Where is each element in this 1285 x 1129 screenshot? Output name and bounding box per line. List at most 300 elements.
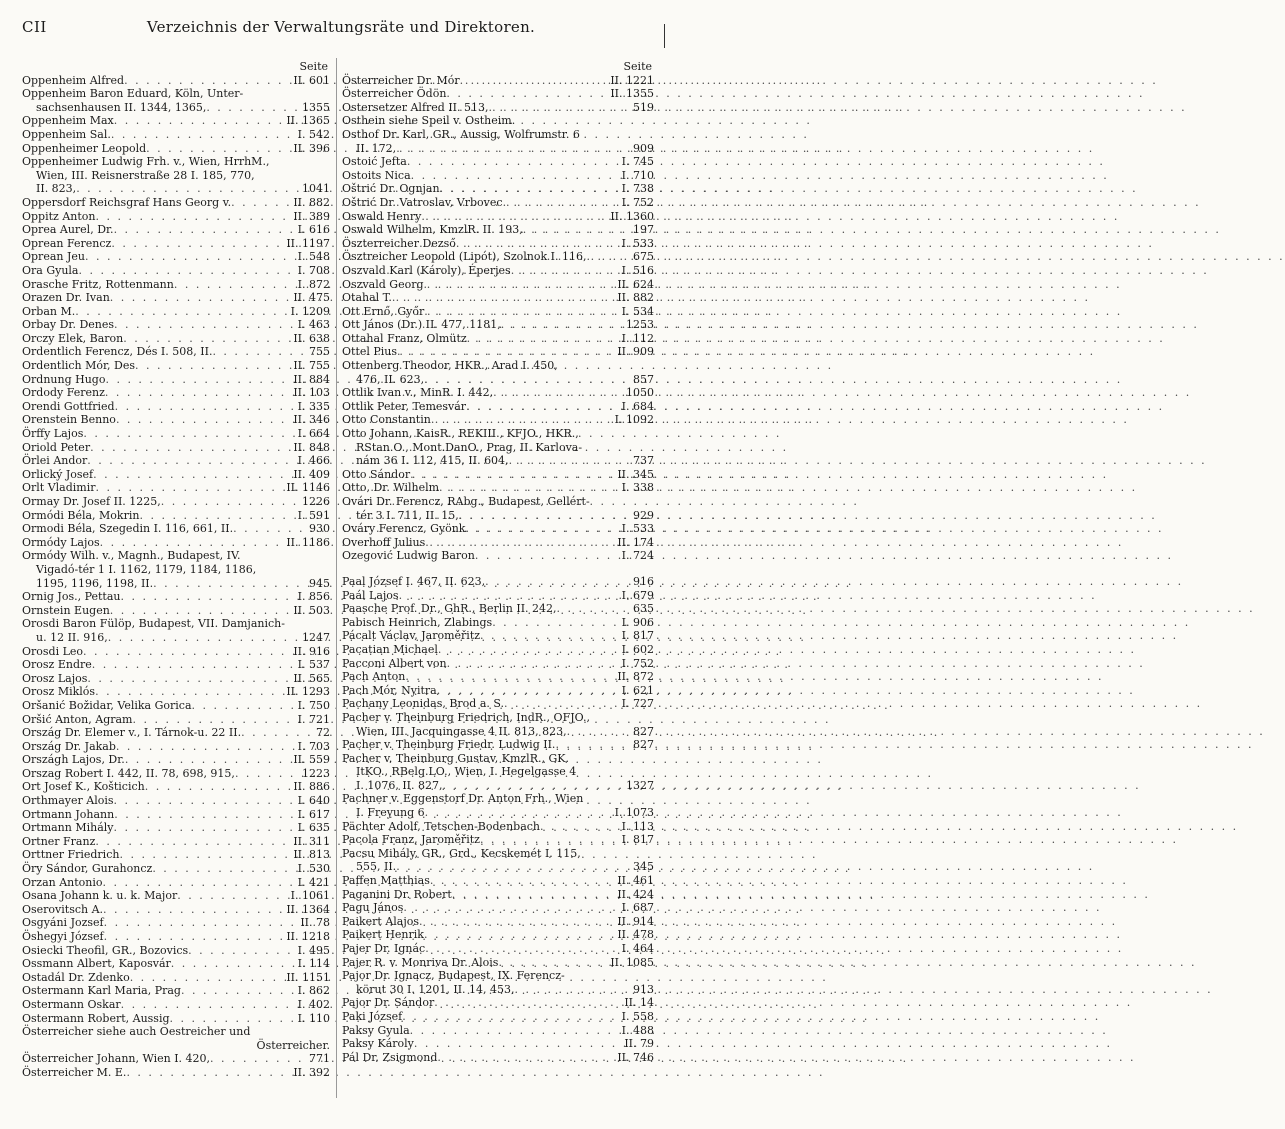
entry-line [22,767,330,781]
leader-dots [145,780,292,794]
page-reference: 737 [633,454,654,468]
column-divider [336,58,337,1098]
index-entry [342,549,654,563]
entry-line [342,697,654,711]
page-reference: II. 601 [293,73,330,87]
entry-line: Pachner v. Eggenstorf Dr. Anton Frh., Wien [342,792,584,806]
page-reference: 929 [633,508,654,522]
index-entry [342,602,654,616]
index-entry [22,916,330,930]
page-reference: I. 710 [621,168,654,182]
entry-line [342,332,654,346]
index-entry [22,740,330,754]
leader-dots [130,971,285,985]
page-reference: II. 78 [300,916,330,930]
entry-line [342,305,654,319]
entry-name: Pajer Dr. Ignác [342,942,426,955]
page-reference: I. 727 [621,697,654,711]
entry-name: Paikert Alajos [342,914,420,928]
page-reference: I. 533 [621,236,654,250]
leader-dots [235,767,300,781]
entry-name: Ostersetzer Alfred II. 513, [342,100,489,114]
entry-name: Orazen Dr. Ivan [22,291,110,305]
index-entry [22,876,330,890]
page-reference: I. 872 [297,277,330,291]
leader-dots [93,468,291,482]
entry-name: Ottlik Ivan v., MinR. I. 442, [342,386,494,400]
entry-line [22,930,330,944]
index-entry [22,400,330,414]
index-entry [342,874,654,888]
index-entry [342,278,654,292]
leader-dots [110,604,292,618]
entry-line [342,400,654,414]
leader-dots [90,441,291,455]
entry-name: Ormódi Béla, Mokrin [22,508,140,522]
entry-name: Paal József I. 467, II. 623, [342,574,486,588]
page-reference: II. 755 [293,359,330,373]
leader-dots [114,808,295,822]
page-reference: I. 602 [621,642,654,656]
page-reference: I. 1061 [290,889,330,903]
entry-name: u. 12 II. 916, [36,630,108,644]
entry-name: Paki József [342,1009,403,1023]
leader-dots [475,549,620,563]
entry-line: Pacsu Mihály, GR., Grd., Kecskemét I. 115, [342,846,581,860]
page-reference: II. 392 [293,1065,330,1079]
index-entry [22,373,330,387]
entry-name: Paikert Henrik [342,928,424,942]
page-reference: I. 862 [297,984,330,998]
leader-dots [206,101,300,115]
entry-name: Ortmann Johann [22,807,115,821]
page-reference: I. 530 [297,862,330,876]
entry-line [22,345,330,359]
leader-dots [139,509,295,523]
index-entry [22,658,330,672]
leader-dots [241,726,314,740]
index-entry [22,1012,330,1026]
index-entry [342,670,654,684]
index-entry [342,74,654,88]
entry-line [22,876,330,890]
leader-dots [79,264,296,278]
leader-dots [465,522,619,536]
entry-name: Ottlik Peter, Temesvár [342,399,467,413]
leader-dots [181,984,296,998]
index-entry [22,713,330,727]
page-reference: I. 724 [621,549,654,563]
entry-line [342,468,654,482]
index-entry [22,223,330,237]
page-reference: 1327 [626,778,654,792]
index-entry [22,930,330,944]
entry-name: Oriold Peter [22,440,91,454]
index-entry [22,944,330,958]
entry-line [22,427,330,441]
leader-dots [121,998,296,1012]
leader-dots [399,589,620,603]
leader-dots [188,944,296,958]
leader-dots [132,713,295,727]
leader-dots [411,169,620,183]
leader-dots [443,779,624,793]
leader-dots [434,996,622,1010]
entry-name: Ostoits Nica [342,168,411,182]
entry-line [342,915,654,929]
entry-line [342,101,654,115]
entry-line [22,182,330,196]
index-entry [22,128,330,142]
page-reference: I. 534 [621,304,654,318]
entry-name: Orosdi Leo [22,644,84,658]
entry-line: Osthein siehe Speil v. Ostheim. [342,114,516,128]
index-entry [342,643,654,657]
leader-dots [115,400,296,414]
entry-line [342,210,654,224]
entry-line [342,643,654,657]
page-reference: 755 [309,345,330,359]
entry-line: Vigadó-tér 1 I. 1162, 1179, 1184, 1186, [36,562,257,576]
index-entry [342,386,654,400]
entry-name: Orendi Gottfried [22,399,115,413]
entry-name: Orttner Friedrich [22,848,120,862]
entry-name: Ott Ernő, Győr [342,304,425,318]
entry-line [22,441,330,455]
leader-dots [419,915,615,929]
entry-line [342,956,654,970]
page-reference: 945 [309,576,330,590]
entry-name: 1195, 1196, 1198, II. [36,576,154,590]
leader-dots [124,74,291,88]
entry-line [22,848,330,862]
leader-dots [111,128,296,142]
index-entry [342,400,654,414]
index-entry [22,386,330,400]
entry-name: Öszterreicher Dezső [342,236,456,250]
leader-dots [95,685,284,699]
entry-line [22,305,330,319]
leader-dots [498,956,608,970]
index-entry [22,114,330,128]
entry-line: Oppenheim Baron Eduard, Köln, Unter- [22,87,244,101]
index-entry [342,291,654,305]
page-reference: II. 882 [617,291,654,305]
index-entry [22,481,330,495]
leader-dots [511,264,620,278]
page-reference: 675 [633,250,654,264]
entry-line [22,237,330,251]
page-reference: I. 533 [621,522,654,536]
leader-dots [492,616,619,630]
index-entry [22,862,330,876]
entry-line [22,889,330,903]
index-entry [342,928,654,942]
leader-dots [120,590,295,604]
leader-dots [177,889,288,903]
entry-name: Otahal T. [342,291,392,305]
entry-line [342,779,654,793]
index-entry [22,87,330,114]
page-reference: II. 565 [293,671,330,685]
entry-name: Paganini Dr. Robert [342,887,452,901]
page-reference: I. 466 [297,454,330,468]
entry-line [342,874,654,888]
page-reference: 857 [633,372,654,386]
leader-dots [425,942,619,956]
entry-name: Oswald Henry [342,209,422,223]
entry-line [342,996,654,1010]
entry-name: Oprean Ferencz [22,236,112,250]
entry-line [22,318,330,332]
page-reference: 197 [633,223,654,237]
index-entry [342,956,654,970]
leader-dots [114,114,285,128]
page-reference: I. 906 [621,615,654,629]
leader-dots [392,291,615,305]
index-entry [22,1066,330,1080]
entry-name: Orosz Endre [22,658,92,672]
page-reference: 1226 [302,495,330,508]
entry-line [342,670,654,684]
entry-name: Ortner Franz [22,834,96,848]
page-reference: II. 638 [293,331,330,345]
entry-name: nám 36 I. 112, 415, II. 604, [356,454,509,468]
leader-dots [96,210,292,224]
entry-name: Orzan Antonio [22,875,103,889]
leader-dots [587,250,632,264]
leader-dots [153,577,307,591]
index-entry [22,522,330,536]
index-entry [342,915,654,929]
entry-name: Overhoff Julius [342,535,426,549]
entry-line: Wien, III. Reisnerstraße 28 I. 185, 770, [36,168,255,182]
entry-line [22,413,330,427]
page-reference: II. 409 [293,467,330,481]
page-reference: I. 548 [297,250,330,264]
entry-name: Ordody Ferenz [22,386,105,400]
index-entry [342,1037,654,1051]
entry-name: Orosz Lajos [22,671,88,685]
index-entry [22,291,330,305]
page-reference: I. 402 [297,997,330,1011]
entry-name: körut 30 I. 1201, II. 14, 453, [356,982,515,996]
entry-line [342,549,654,563]
page-reference: I. 1209 [290,304,330,318]
leader-dots [410,1024,620,1038]
index-entry [22,794,330,808]
entry-name: Pál Dr. Zsigmond [342,1050,438,1064]
leader-dots [407,155,620,169]
page-reference: II. 396 [293,141,330,155]
page-reference: I. 488 [621,1023,654,1037]
entry-name: Otto, Dr. Wilhelm [342,481,440,495]
entry-line [22,685,330,699]
entry-name: Orasche Fritz, Rottenmann [22,277,174,291]
entry-name: tér 3 I. 711, II. 15, [356,508,459,522]
entry-line [22,1066,330,1080]
entry-line [342,833,654,847]
entry-line [22,509,330,523]
page-reference: II. 503 [293,603,330,617]
leader-dots [87,672,291,686]
entry-name: Öry Sándor, Gurahoncz [22,862,153,876]
entry-name: Öshegyi József [22,930,104,943]
index-entry [22,549,330,590]
page-reference: I. 114 [297,957,330,971]
index-entry [22,332,330,346]
entry-line [22,753,330,767]
leader-dots [504,697,620,711]
page-reference: I. 750 [297,698,330,712]
page-header [0,18,682,40]
entry-name: Örlei Andor [22,454,88,468]
page-reference: I. 591 [297,508,330,522]
page-reference: I. 752 [621,195,654,209]
entry-line [22,971,330,985]
entry-name: Oppenheimer Leopold [22,141,147,155]
index-entry [22,250,330,264]
entry-line: Otto Johann, KaisR., REKIII., KFJO., HKR., [342,427,579,441]
entry-line [342,373,654,387]
entry-line [342,87,654,101]
entry-line [342,942,654,956]
leader-dots [83,427,295,441]
index-entry [342,711,654,738]
entry-name: Ormódy Lajos [22,535,100,549]
entry-line [22,142,330,156]
entry-name: Oppenheim Sal. [22,127,111,141]
entry-name: Oštrić Dr. Vatroslav, Vrbovec [342,195,503,209]
leader-dots [509,454,631,468]
leader-dots [452,888,616,902]
leader-dots [456,237,620,251]
leader-dots [233,522,307,536]
page-reference: 1355 [302,100,330,114]
entry-line [22,577,330,591]
entry-name: Otto Constantin [342,413,431,427]
page-reference: II. 1293 [286,685,330,699]
entry-line [342,888,654,902]
entry-name: Orczy Elek, Baron [22,331,124,345]
entry-name: Ostermann Robert, Aussig [22,1011,170,1025]
entry-line [22,522,330,536]
index-entry [342,901,654,915]
entry-line [342,1024,654,1038]
index-entry [22,305,330,319]
entry-line [22,468,330,482]
leader-dots [405,670,615,684]
entry-line [342,74,654,88]
entry-name: Ordentlich Ferencz, Dés I. 508, II. [22,345,213,359]
page-reference: I. 721 [297,712,330,726]
index-entry [342,264,654,278]
entry-line [342,575,654,589]
entry-line [22,944,330,958]
index-entry [22,264,330,278]
entry-name: Ozegović Ludwig Baron [342,549,475,563]
left-column [22,60,330,1080]
entry-line [342,806,654,820]
leader-dots [116,413,291,427]
leader-dots [414,1037,622,1051]
index-entry [342,223,654,237]
entry-line [22,481,330,495]
entry-line [342,901,654,915]
entry-line [342,237,654,251]
leader-dots [135,359,291,373]
page-reference: II. 424 [617,887,654,901]
page-reference: I. 635 [297,821,330,835]
leader-dots [174,278,296,292]
page-reference: I. 856 [297,590,330,604]
leader-dots [96,481,285,495]
entry-line [342,928,654,942]
entry-line: Pacher v. Theinburg Gustav, KmzlR., GK. [342,751,569,765]
entry-name: sachsenhausen II. 1344, 1365, [36,100,207,114]
entry-line [22,780,330,794]
page-reference: II. 1146 [286,481,330,495]
leader-dots [424,278,616,292]
page-reference: I. 338 [621,481,654,495]
entry-line [22,740,330,754]
leader-dots [231,196,291,210]
entry-line [22,332,330,346]
page-reference: II. 389 [293,209,330,223]
index-entry [342,169,654,183]
page-reference: 1253 [626,318,654,332]
entry-name: Örffy Lajos [22,427,84,441]
leader-dots [103,903,284,917]
page-reference: I. 110 [297,1011,330,1025]
index-entry [342,101,654,115]
entry-line [22,590,330,604]
leader-dots [567,725,631,739]
entry-line [22,984,330,998]
leader-dots [161,495,300,509]
index-entry [22,536,330,550]
index-entry [342,752,654,793]
page-reference: 827 [633,738,654,752]
entry-line [342,345,654,359]
entry-line [22,916,330,930]
page-reference: II. 311 [293,834,330,848]
index-entry [342,833,654,847]
index-entry [342,237,654,251]
leader-dots [480,629,620,643]
page-reference: II. 478 [617,928,654,942]
entry-name: Ora Gyula [22,263,79,277]
page-reference: II. 346 [293,413,330,427]
entry-line [22,998,330,1012]
leader-dots [396,860,631,874]
index-entry [22,237,330,251]
leader-dots [87,454,295,468]
leader-dots [402,1010,619,1024]
entry-line [22,128,330,142]
entry-line [342,169,654,183]
page-reference: II. 1186 [286,535,330,549]
leader-dots [437,684,620,698]
page-reference: I. 463 [297,318,330,332]
page-reference: I. 752 [621,656,654,670]
page-reference: I. 817 [621,833,654,847]
entry-name: Oswald Wilhelm, KmzlR. II. 193, [342,223,523,237]
index-entry [22,468,330,482]
page-reference: I. 1073 [614,806,654,820]
page-reference: II. 914 [617,914,654,928]
entry-line [22,699,330,713]
